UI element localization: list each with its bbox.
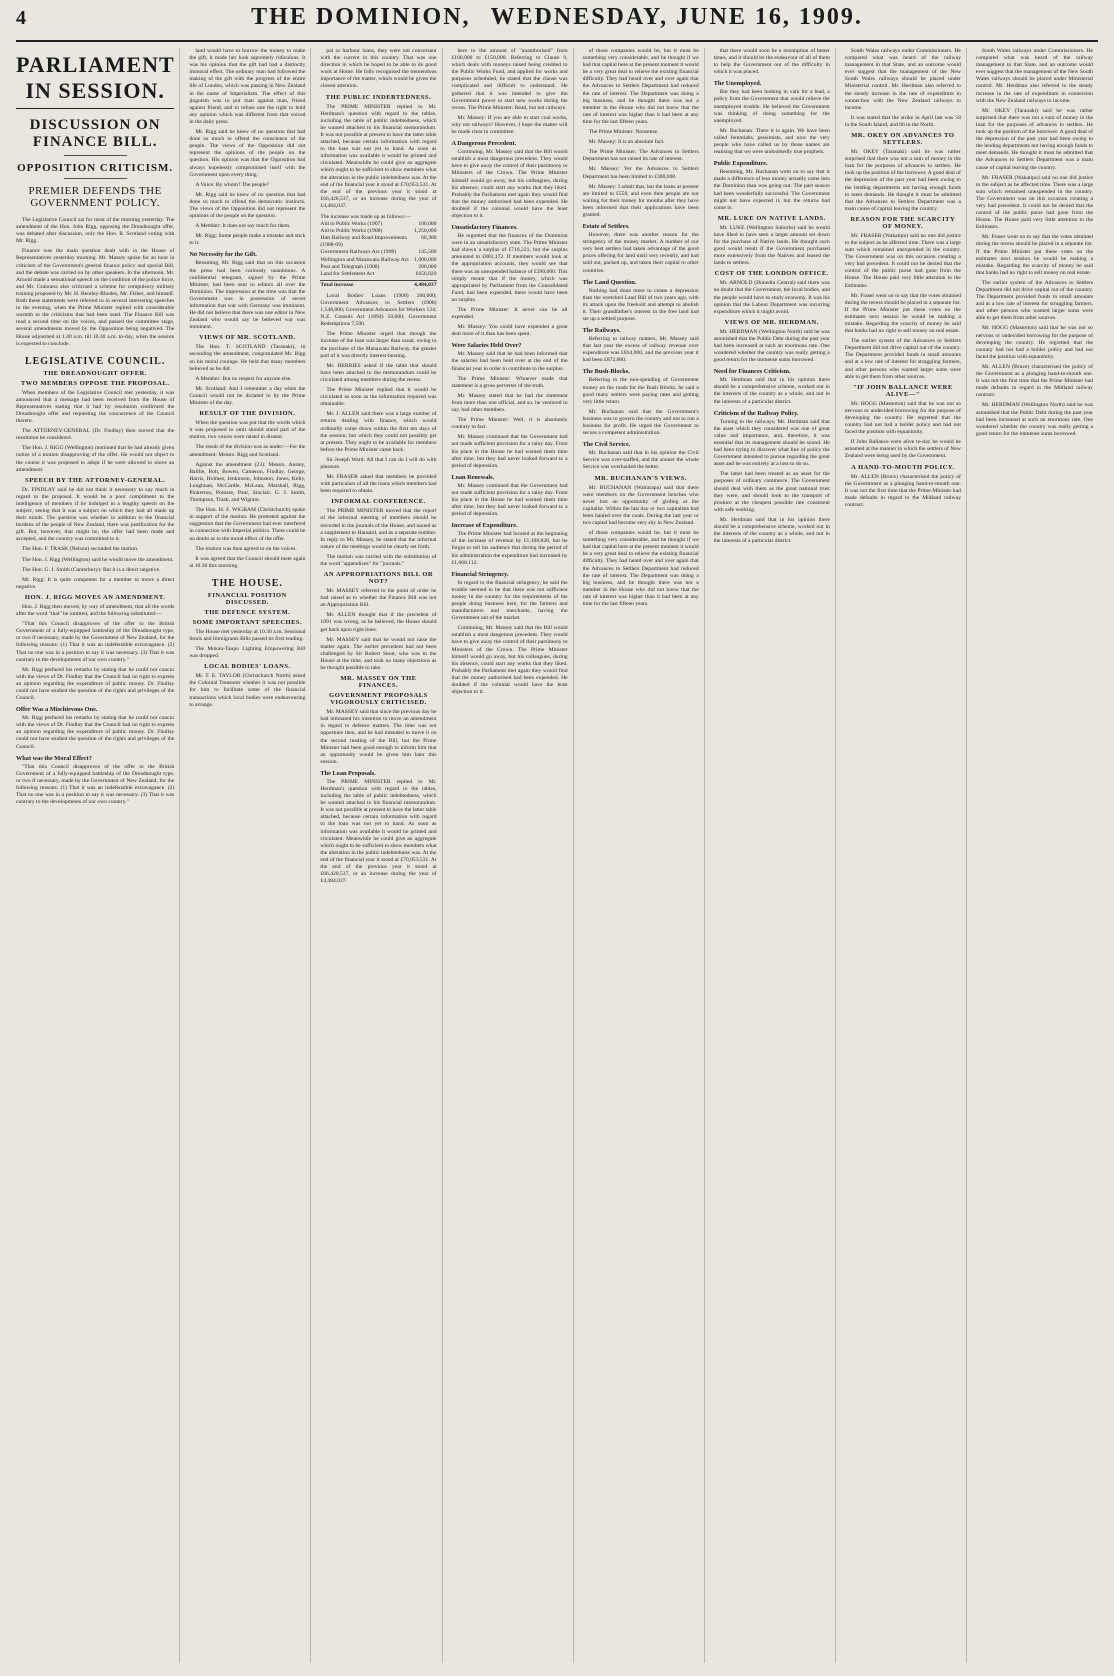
- section-subheading: MR. MASSEY ON THE FINANCES.: [340, 675, 417, 690]
- paragraph: that there would soon be a resumption of better times, and it should be the endeavour of all of them to help the Government out of the difficulty in which it was placed.: [713, 48, 830, 76]
- paragraph: The Prime Minister: Whoever made that statement is a gross perverter of the truth.: [451, 375, 568, 389]
- section-subheading: MR. OKEY ON ADVANCES TO SETTLERS.: [851, 132, 955, 147]
- paragraph: here to the amount of "unauthorised" from £100,000 to £150,000. Referring to Clause 9, which deals with moneys raised being credited to the Public Works Fund, and applied for works and purposes scheduled, he stated that the clause was complicated and difficult to understand. He gathered that it was intended to give the Government power to start new works during the recess. The Prime Minister: Read, but not railways.: [451, 48, 568, 111]
- table-title: The increase was made up as follows:—: [320, 213, 411, 220]
- paragraph: The PRIME MINISTER replied to Mr. Herdman's question with regard to the tables, including the table of public indebtedness, which he wanted attached to his financial memorandum. It was not possible at present to have the latter table attached, because certain information with regard to the loan was not yet to hand. As soon as information was available it would be printed and circulated. Meanwhile he could give an aggregate which ought to be sufficient to show members what the alteration in the public indebtedness was. At the end of the financial year it stood at £70,953,531. At the end of the previous year it stood at £66,420,537, or an increase during the year of £4,484,037.: [320, 778, 437, 885]
- run-in-heading: The Loan Proposals.: [320, 769, 376, 777]
- paragraph: Mr. Rigg said he knew of no question that had done so much to offend the democratic instincts. The views of the Opposition did not represent the opinions of the people on the question.: [189, 191, 306, 220]
- paragraph: Continuing, Mr. Massey said that the Bill would establish a most dangerous precedent. They would have to give away the control of their parsimony to Ministers of the Crown. The Prime Minister himself would go away, but his colleagues, during his absence, could start any works that they liked. Probably the Parliament met again they would find that the money authorised had been expended. He doubted if the colonial would have the least objection to it.: [451, 149, 568, 219]
- paragraph: The earlier system of the Advances to Settlers Department did not drive capital out of the country. The Department provided funds in small amounts and at a low rate of interest for struggling farmers, and other persons who wanted larger sums were able to get them from other sources.: [844, 338, 961, 380]
- section-subheading: RESULT OF THE DIVISION.: [199, 410, 296, 418]
- paragraph: Finance was the main question dealt with in the House of Representatives yesterday morning. Mr. Massey spoke for an hour in criticism of the Government's general finance policy and special Bill, and the debate was carried on by other speakers. In the afternoon, Mr. Arnold made a sensational speech on the condition of the police force, and Mr. Guinness also criticised a scheme for compulsory military training proposed by Mr. H. Bentley-Rhodes, Mr. Fisher, and himself. Both these statements were referred to in several interesting speeches in the evening, when the Prime Minister replied with considerable warmth to the criticisms that had been used. The Finance Bill was read a second time on the voices, and passed the committee stage, several amendments moved by the Opposition being negatived. The House adjourned at 1.40 a.m. till 10.30 a.m. to-day, when the session is expected to conclude.: [16, 248, 175, 347]
- paragraph: The Prime Minister: Well, it is absolutely contrary to fact.: [451, 417, 568, 431]
- paragraph: When members of the Legislative Council met yesterday, it was announced that a message had been received from the House of Representatives stating that it had by resolution confirmed the Dreadnought offer and requesting the concurrence of the Council thereto.: [16, 389, 175, 425]
- paragraph: Mr. Massey continued that the Government had not made sufficient provision for a rainy day. From his place in the House he had warned them time after time, but they had never looked forward to a period of depression.: [451, 434, 568, 469]
- paragraph: Mr. FRASER asked that members be provided with particulars of all the loans which members had been required to obtain.: [320, 474, 437, 495]
- paragraph: A Member: But no respect for anyone else.: [195, 375, 292, 382]
- section-subheading: COST OF THE LONDON OFFICE.: [714, 270, 829, 278]
- section-subheading: VIEWS OF MR. SCOTLAND.: [199, 334, 296, 342]
- paragraph: Mr. MASSEY said that since the previous day he had intimated his intention to move an amendment in regard to defence matters. The time was not opportune then, and he had intended to move it on the second reading of the Bill, but the Prime Minister had been good enough to inform him that an opportunity would be given him later this session.: [320, 709, 437, 765]
- paper-name: THE DOMINION,: [251, 4, 471, 30]
- paragraph: Mr. HERDMAN (Wellington North) said he was astonished that the Public Debt during the past year had been increased at such an enormous rate. One wondered whether the country was really getting a good return for the immense sums borrowed.: [713, 328, 830, 364]
- paragraph: The Prime Minister: Nonsense.: [588, 129, 659, 136]
- section-subheading: MR. LUKE ON NATIVE LANDS.: [717, 214, 826, 222]
- paragraph: The Prime Minister: It never can be all expended.: [451, 307, 568, 321]
- paragraph: South Wales railways under Commissioners. He compared what was heard of the railway management in that State, and an outcome would ever suggest that the management of the New South Wales railways should be placed under Ministerial control. Mr. Herdman also referred to the steady increase in the rate of expenditure in connection with the New Zealand railways to income.: [844, 48, 961, 111]
- paragraph: Turning to the railways, Mr. Herdman said that the asset which they considered was one of great value and importance, and, therefore, it was essential that its management should be sound. He had been trying to discover what line of policy the Government intended to pursue regarding the great asset and he was entirely at a loss to do so.: [713, 418, 830, 468]
- paragraph: Mr. Fraser went on to say that the votes obtained during the recess should be placed in a separate list. If the Prime Minister put these votes on the estimates next session he would be making a mistake. Regarding the scarcity of money he said that banks had no right to sell money on real estate.: [975, 234, 1093, 276]
- section-subheading: THE DREADNOUGHT OFFER.: [43, 369, 147, 377]
- paragraph: He regretted that the finances of the Dominion were in an unsatisfactory state. The Prime Minister had shown a surplus of £716,221, but the surplus amounted to £881,172. If members would look at the appropriation accounts, they would see that there was an unexpended balance of £390,000. This simply meant that if the money, which was appropriated by Parliament from the Consolidated Fund, had been expended, there would have been no surplus.: [451, 233, 568, 303]
- paragraph: of those companies would be, but it must be something very considerable, and he thought if we had that capital here at the present moment it would be a very great deal to relieve the existing financial difficulty. They had heard over and over again that the Advances to Settlers Department had reduced the rate of interest. The Department was doing a big business, and he thought there was not a member in the House who did not know that the rate of interest was higher than it had been at any time for the last fifteen years.: [582, 48, 699, 125]
- paragraph: Referring to the non-spending of Government money on the roads for the Bush Blocks, he said a good many settlers were paying rates and getting very little return.: [582, 377, 699, 405]
- paragraph: Mr. Herdman said that in his opinion there should be a comprehensive scheme, worked out in the interests of the country as a whole, and not in the interests of a particular district.: [713, 516, 830, 545]
- run-in-heading: The Unemployed.: [713, 80, 762, 88]
- section-subheading: REASON FOR THE SCARCITY OF MONEY.: [850, 215, 956, 230]
- column-8: [976, 48, 1098, 1663]
- run-in-heading: Financial Stringency.: [451, 570, 509, 578]
- paragraph: Against the amendment (23): Messrs. Anstey, Baillie, Bolt, Bowen, Cameron, Findlay, George, Harris, Holmes, Jenkinson, Johnston, Jones, Kelly, Loughnan, McCardle, McLean, Marshall, Rigg, Pinkerton, Pomare, Paul, Sinclair, G. J. Smith, Thompson, Trask, and Wigram.: [189, 461, 306, 504]
- run-in-heading: The Land Question.: [582, 278, 637, 286]
- section-subheading: HON. J. RIGG MOVES AN AMENDMENT.: [24, 593, 166, 601]
- paragraph: The Hon. F. TRASK (Nelson) seconded the motion.: [22, 546, 139, 553]
- paragraph: Mr. ALLEN (Bruce) characterised the policy of the Government as a plunging hand-to-mouth one. It was not the first time that the Prime Minister had made defaults in regard to the Midland railway contract.: [844, 473, 961, 508]
- table-row: Aid to Public Works (1907) 100,000: [320, 221, 437, 228]
- paragraph: The motion was carried with the substitution of the word "appendices" for "journals.": [320, 553, 437, 567]
- section-subheading: LOCAL BODIES' LOANS.: [204, 663, 291, 671]
- section-subheading: FINANCIAL POSITION DISCUSSED.: [207, 591, 287, 606]
- run-in-heading: A Dangerous Precedent.: [451, 140, 517, 148]
- column-4: [452, 48, 574, 1663]
- paragraph: The Hon. J. Rigg (Wellington) said he would move the amendment.: [22, 556, 174, 563]
- paragraph: The Hon. J. RIGG (Wellington) motioned that he had already given notice of a motion disapproving of the offer. He would not object to the course it was proposed to adopt if he were allowed to move an amendment.: [16, 445, 175, 473]
- paragraph: However, there was another reason for the stringency of the money market. A number of our very best settlers had taken advantage of the good prices offering for land until very recently, and had sold out, packed up, and taken their capital to other countries.: [582, 232, 699, 274]
- run-in-heading: Offer Was a Mischievous One.: [16, 706, 98, 714]
- paragraph: Continuing, Mr. Massey said that the Bill would establish a most dangerous precedent. They would have to give away the control of their parsimony to Ministers of the Crown. The Prime Minister himself would go away, but his colleagues, during his absence, could start any works that they liked. Probably the Parliament met again they would find that the money authorised had been expended. He doubted if the colonial would have the least objection to it.: [451, 625, 568, 696]
- paragraph: The Prime Minister replied that it would be circulated as soon as the information required was obtainable.: [320, 387, 437, 408]
- run-in-heading: The Railways.: [582, 327, 621, 335]
- run-in-heading: No Necessity for the Gift.: [189, 251, 257, 259]
- paragraph: Sir Joseph Ward: All that I can do I will do with pleasure.: [320, 456, 437, 470]
- table-row: Government Railways Act (1908) 145,500: [320, 249, 437, 256]
- paragraph: South Wales railways under Commissioners. He compared what was heard of the railway management in that State, and an outcome would ever suggest that the management of the New South Wales railways should be placed under Ministerial control. Mr. Herdman also referred to the steady increase in the rate of expenditure in connection with the New Zealand railways to income.: [975, 48, 1093, 104]
- run-in-heading: Criticism of the Railway Policy.: [713, 409, 799, 417]
- paragraph: Mr. Rigg prefaced his remarks by stating that he could not concur with the views of Dr. Findlay that the Council had no right to express an opinion regarding the expenditure of public money. Dr. Findlay could not have studied the question of the rights and privileges of the Council.: [16, 715, 175, 750]
- paragraph: A Voice: By whom? The people?: [195, 181, 270, 188]
- sub-headline-premier: PREMIER DEFENDS THE GOVERNMENT POLICY.: [28, 185, 162, 209]
- section-subheading: GOVERNMENT PROPOSALS VIGOROUSLY CRITICISED.: [329, 692, 428, 707]
- section-subheading: SPEECH BY THE ATTORNEY-GENERAL.: [25, 476, 166, 484]
- paragraph: The motion was then agreed to on the voices.: [195, 545, 297, 552]
- paragraph: The Mokau-Taupo Lighting Empowering Bill was dropped.: [189, 646, 306, 660]
- column-7: [845, 48, 967, 1663]
- paragraph: Mr. ALLEN thought that if the precedent of 1891 was wrong, as he believed, the House should get back upon right lines.: [320, 612, 437, 633]
- sub-headline-opposition: OPPOSITION CRITICISM.: [17, 162, 174, 174]
- paragraph: Mr. Scotland: And I remember a day when the Council would not be dictated to by the Prime Minister of the day.: [189, 385, 306, 407]
- run-in-heading: Loan Renewals.: [451, 473, 495, 481]
- paragraph: Mr. ALLEN (Bruce) characterised the policy of the Government as a plunging hand-to-mouth one. It was not the first time that the Prime Minister had made defaults in regard to the Midland railway contract.: [975, 363, 1093, 399]
- table-row: Post and Telegraph (1908) 200,000: [320, 263, 437, 270]
- paragraph: Mr. Buchanan said that the Government's business was to govern the country and not to run a business for profit. He urged the Government to secure a competent administration.: [582, 408, 699, 437]
- paragraph: Mr. Fraser went on to say that the votes obtained during the recess should be placed in a separate list. If the Prime Minister put these votes on the estimates next session he would be making a mistake. Regarding the scarcity of money he said that banks had no right to sell money on real estate.: [844, 292, 961, 335]
- paragraph: Mr. Buchanan: There it is again. We have been called Jeremiahs, pessimists, and now the very people who have called us by those names are realising that we were undoubtedly true prophets.: [713, 127, 830, 156]
- paragraph: The Hon. H. F. WIGRAM (Christchurch) spoke in support of the motion. He protested against the suggestion that the Government had ever interfered in connection with Imperial politics. There could be no doubt as to the moral effect of the offer.: [189, 507, 306, 542]
- section-subheading: TWO MEMBERS OPPOSE THE PROPOSAL.: [20, 379, 170, 387]
- main-headline: PARLIAMENT IN SESSION.: [16, 52, 174, 109]
- run-in-heading: What was the Moral Effect?: [16, 754, 92, 762]
- paragraph: The PRIME MINISTER replied to Mr. Herdman's question with regard to the tables, including the table of public indebtedness, which he wanted attached to his financial memorandum. It was not possible at present to have the latter table attached, because certain information with regard to the loan was not yet to hand. As soon as information was available it would be printed and circulated. Meanwhile he could give an aggregate which ought to be sufficient to show members what the alteration in the public indebtedness was. At the end of the financial year it stood at £70,953,531. At the end of the previous year it stood at £66,420,537, or an increase during the year of £4,484,037.: [320, 103, 437, 209]
- paragraph: Mr. HOGG (Masterton) said that he was not so nervous or undecided borrowing for the purpose of developing the country. He regretted that the country had not had a bolder policy and had not faced the position with equanimity.: [975, 325, 1093, 360]
- column-3: [320, 48, 442, 1663]
- paragraph: Mr. OKEY (Taranaki) said he was rather surprised that there was not a sum of money in the loan for the purposes of advances to settlers. He took up the position of the borrower. A good deal of the depression of the past year had been owing to the lending departments not having enough funds to meet demands. He thought it must be admitted that the Advances to Settlers Department was a main cause of capital leaving the country.: [975, 107, 1093, 171]
- paragraph: Mr. T. E. TAYLOR (Christchurch North) asked the Colonial Treasurer whether it was not possible for him to facilitate some of the financial transactions which local bodies were endeavouring to arrange.: [189, 673, 306, 708]
- section-subheading: A HAND-TO-MOUTH POLICY.: [851, 463, 955, 471]
- paragraph: Mr. OKEY (Taranaki) said he was rather surprised that there was not a sum of money in the loan for the purposes of advances to settlers. He took up the position of the borrower. A good deal of the depression of the past year had been owing to the lending departments not having enough funds to meet demands. He thought it must be admitted that the Advances to Settlers Department was a main cause of capital leaving the country.: [844, 149, 961, 212]
- paragraph: Dr. FINDLAY said he did not think it necessary to say much in regard to the proposal. It would be a poor compliment to the intelligence of members if he indulged in a lengthy speech on the subject, seeing that it was a subject on which they had all made up their minds. The question was whether in addition to the financial burdens of the people of New Zealand, there was justification for the gift. But, however, that might be, the offer had been made and accepted, and the country was committed to it.: [16, 486, 175, 543]
- table-row: Aid to Public Works (1908) 1,250,000: [320, 228, 437, 235]
- page-number: 4: [16, 7, 26, 29]
- paragraph: Mr. Rigg: It is quite competent for a member to move a direct negative.: [16, 576, 175, 590]
- paragraph: The latter had been treated as an asset for the purposes of ordinary commerce. The Government should deal with them as the great national trust they were, and should look to the transport of produce at the cheapest possible rate consistent with safe working.: [713, 471, 830, 513]
- column-1: [16, 48, 180, 1663]
- divider: [64, 178, 127, 179]
- run-in-heading: Public Expenditure.: [713, 160, 768, 168]
- paragraph: Mr. Massey stated that he had the statement from more than one official, and so, he ventured to say, had other members.: [451, 392, 568, 414]
- paragraph: The Prime Minister: The Advances to Settlers Department has not raised its rate of interest.: [582, 149, 699, 163]
- paragraph: The Hon. G. J. Smith (Canterbury): But it is a direct negative.: [22, 566, 161, 573]
- paragraph: When the question was put that the words which it was proposed to omit should stand part of the motion, two voices were raised in dissent.: [189, 420, 306, 441]
- paragraph: In regard to the financial stringency, he said the trouble seemed to be that there was not sufficient money in the country for the requirements of the people doing business here, for the farmers and manufacturers and merchants, having the Government out of the market.: [451, 579, 568, 622]
- paragraph: Local Bodies' Loans (1908) 260,000; Government Advances to Settlers (1908) 1,548,800; Government Advances for Workers 124; N.Z. Consols Act (1894) 50,000; Government Redemptions 7,500.: [320, 292, 437, 328]
- paragraph: land would have to borrow the money to make the gift, it made her look supremely ridiculous. It was his opinion that the gift had had a distinctly immoral effect. The ordinary man had followed the making of the gift with the progress of the entire life of London, which was passing in New Zealand in the name of Imperialism. The effect of this jingoism was to put man against man, friend against friend, and to refuse one the right to hold any opinion which was different from that voiced in the daily press.: [189, 48, 306, 125]
- paragraph: Referring to railway matters, Mr. Massey said that last year the excess of railway revenue over expenditure was £814,000, and the previous year it had been £872,000.: [582, 336, 699, 364]
- masthead-title: [56, 4, 1058, 31]
- section-subheading: INFORMAL CONFERENCE.: [331, 498, 426, 506]
- paragraph: Mr. Herdman said that in his opinion there should be a comprehensive scheme, worked out in the interests of the country as a whole, and not in the interests of a particular district.: [713, 377, 830, 405]
- divider: [64, 155, 127, 156]
- paragraph: pal or harbour loans, they were not conversant with the current in this country. That was one direction in which he hoped to be able to do good work at Home. He fully recognised the tremendous importance of the matter, which would be given the closest attention.: [320, 48, 437, 90]
- paragraph: The PRIME MINISTER moved that the report of the informal meeting of members should be recorded in the journals of the House, and issued as a supplement to Hansard, and as a separate number. In reply to Mr. Massey, he stated that the informal nature of the meetings would be clearly set forth.: [320, 508, 437, 550]
- paragraph: The earlier system of the Advances to Settlers Department did not drive capital out of the country. The Department provided funds in small amounts and at a low rate of interest for struggling farmers, and other persons who wanted larger sums were able to get them from other sources.: [975, 279, 1093, 322]
- paragraph: The Legislative Council sat for most of the morning yesterday. The amendment of the Hon. John Rigg, opposing the Dreadnought offer, was debated after discussion, only the Hon. R. Scotland voting with Mr. Rigg.: [16, 217, 175, 245]
- paragraph: But they had been looking in vain for a lead, a policy from the Government that would relieve the unemployed trouble. He believed the Government was thinking of doing something for the unemployed.: [713, 89, 830, 124]
- table-total: Total increase 4,484,037: [320, 281, 437, 288]
- paragraph: The Prime Minister urged that though the increase of the loan was larger than usual, owing to the purchase of the Manawatu Railway, the greater part of it was directly interest-bearing.: [320, 331, 437, 359]
- paragraph: "That this Council disapproves of the offer to the British Government of a fully-equipped battleship of the Dreadnought type, or two if necessary, made by the Government of New Zealand, for the following reasons: (1) That it was an indefensible extravagance. (2) That no one was in a position to say it was necessary. (3) That it was contrary to the developments of our own country.": [16, 763, 175, 806]
- paragraph: Mr. Massey said that he had been informed that the salaries had been held over at the end of the financial year in order to contribute to the surplus.: [451, 351, 568, 372]
- paragraph: The Hon. T. SCOTLAND (Taranaki), in seconding the amendment, congratulated Mr. Rigg on his moral courage. He held that many members believed as he did.: [189, 344, 306, 372]
- masthead: [16, 0, 1098, 42]
- paragraph: Resuming, Mr. Buchanan went on to say that it made a difference of less money actually came into the Dominion than was going out. The past season had been wonderfully successful. The Government might not have expected it, but the returns had come in.: [713, 169, 830, 211]
- paragraph: Mr. Massey continued that the Government had not made sufficient provision for a rainy day. From his place in the House he had warned them time after time, but they had never looked forward to a period of depression.: [451, 482, 568, 518]
- column-2: [189, 48, 311, 1663]
- paragraph: Mr. HERDMAN (Wellington North) said he was astonished that the Public Debt during the past year had been increased at such an enormous rate. One wondered whether the country was really getting a good return for the immense sums borrowed.: [975, 402, 1093, 437]
- paragraph: It was stated that the strike in April last was 58 in the South Island, and 66 in the North.: [844, 114, 961, 128]
- paragraph: Mr. MASSEY referred to the point of order he had raised as to whether the Finance Bill was not an Appropriation Bill.: [320, 588, 437, 609]
- paragraph: Mr. Massey: You could have expended a great deal more of it than has been spent.: [451, 324, 568, 338]
- paragraph: Mr. HOGG (Masterton) said that he was not so nervous or undecided borrowing for the purpose of developing the country. He regretted that the country had not had a bolder policy and had not faced the position with equanimity.: [844, 400, 961, 436]
- sub-headline-finance-bill: DISCUSSION ON FINANCE BILL.: [29, 117, 161, 150]
- section-subheading: AN APPROPRIATIONS BILL OR NOT?: [323, 571, 434, 586]
- run-in-heading: Were Salaries Held Over?: [451, 342, 522, 350]
- paragraph: Mr. MASSEY said that he would not raise the matter again. The earlier precedent had not been challenged by Sir Robert Stout, who was in the House at the time, and took no many objections as he thought possible to take.: [320, 636, 437, 672]
- article-columns: [16, 48, 1098, 1663]
- run-in-heading: The Bush-Blocks.: [582, 368, 630, 376]
- paragraph: Mr. FRASER (Wakatipu) said no one did justice to the subject as he affected time. There was a large sum which remained unexpended in the country. The Government was on this occasion creating a very bad precedent. It could not be denied that the control of the public purse had gone from the House. The House paid very little attention to the Estimates.: [844, 232, 961, 289]
- run-in-heading: Need for Finances Criticism.: [713, 368, 791, 376]
- paragraph: Mr. Massey: I admit that, but the loans at present are limited to £550, and even then people are not waiting for their money for months after they have been informed that their applications have been granted.: [582, 183, 699, 218]
- paragraph: Mr. FRASER (Wakatipu) said no one did justice to the subject as he affected time. There was a large sum which remained unexpended in the country. The Government was on this occasion creating a very bad precedent. It could not be denied that the control of the public purse had gone from the House. The House paid very little attention to the Estimates.: [975, 174, 1093, 231]
- issue-date: WEDNESDAY, JUNE 16, 1909.: [490, 4, 863, 30]
- paragraph: The Prime Minister had located at the beginning of the increase of revenue by £1,108,828, but he forgot to tell his audience that during the period of his administration the expenditure had increased by £1,068,112.: [451, 531, 568, 566]
- run-in-heading: The Civil Service.: [582, 441, 631, 449]
- paragraph: Mr. Massey: It is an absolute fact.: [588, 139, 665, 146]
- table-row: Hutt Railway and Road Improvements (1908-09) 60,300: [320, 235, 437, 249]
- section-subheading: VIEWS OF MR. HERDMAN.: [724, 318, 819, 326]
- paragraph: Mr. HERRIES asked if the table that should have been attached to the memorandum could be circulated among members during the recess.: [320, 362, 437, 383]
- paragraph: Mr. Massey: If you are able to start coal works, why not railways? However, I hope the matter will be made clear in committee.: [451, 114, 568, 136]
- paragraph: "That this Council disapproves of the offer to the British Government of a fully-equipped battleship of the Dreadnought type, or two if necessary, made by the Government of New Zealand, for the following reasons: (1) That it was an indefensible extravagance. (2) That no one was in a position to say it was necessary. (3) That it was contrary to the developments of our own country.": [16, 621, 175, 663]
- section-subheading: THE PUBLIC INDEBTEDNESS.: [325, 93, 432, 101]
- loan-increase-table: [320, 214, 436, 289]
- paragraph: The House met yesterday at 10.30 a.m. Sessional Stock and Immigrants Bills passed its first reading.: [189, 628, 306, 642]
- table-row: Wellington and Manawatu Railway Act 1,000,000: [320, 256, 437, 263]
- paragraph: Mr. ARNOLD (Dunedin Central) said there was no doubt that the Government, the local bodies, and the people would have to study economy. It was his opinion that the Labour Department was incurring expenditure which it might avoid.: [713, 280, 830, 315]
- paragraph: Mr. Buchanan said that in his opinion the Civil Service was over-staffed, and the sooner the whole Service was overhauled the better.: [582, 450, 699, 471]
- paragraph: Mr. Rigg said he knew of no question that had done so much to offend the conscience of the people. The views of the Opposition did not represent the opinions of the people on the question. His opinion was that the Opposition had always hopelessly compromised itself with the Government upon every thing.: [189, 129, 306, 178]
- paragraph: Resuming, Mr. Rigg said that on this occasion the press had been curiously unanimous. A confidential telegram, signed by the Prime Minister, had been sent to editors all over the Dominion. The impression at the time was that the Government was in possession of secret information that war with Germany was imminent. He did not believe that there was one editor in New Zealand who would say he believed war was imminent.: [189, 260, 306, 331]
- paragraph: Mr. J. ALLEN said there was a large number of returns dealing with finance, which would ordinarily come down within the first ten days of the session; but which they could not possibly get at present. They ought to be available for members before the Prime Minister came back.: [320, 411, 437, 453]
- column-6: [714, 48, 836, 1663]
- section-subheading: "IF JOHN BALLANCE WERE ALIVE—": [853, 383, 953, 398]
- column-5: [583, 48, 705, 1663]
- paragraph: Hon. J. Rigg then moved, by way of amendment, that all the words after the word "that" be omitted, and the following substituted:—: [16, 603, 175, 618]
- paragraph: of those companies would be, but it must be something very considerable, and he thought if we had that capital here at the present moment it would be a very great deal to relieve the existing financial difficulty. They had heard over and over again that the Advances to Settlers Department had reduced the rate of interest. The Department was doing a big business, and he thought there was not a member in the House who did not know that the rate of interest was higher than it had been at any time for the last fifteen years.: [582, 530, 699, 607]
- section-subheading: SOME IMPORTANT SPEECHES.: [192, 618, 303, 626]
- paragraph: Mr. Massey: Yet the Advances to Settlers Department has been limited to £300,000.: [582, 166, 699, 180]
- paragraph: Mr. BUCHANAN (Wairarapa) said that there were members on the Government benches who never lost an opportunity of girding at the capitalist. Within the last day or two capitalists had been hauled over the coals. During the last year or two capital had become very shy in New Zealand.: [582, 484, 699, 526]
- run-in-heading: Increase of Expenditure.: [451, 522, 518, 530]
- paragraph: Mr. LUKE (Wellington Suburbs) said he would have liked to have seen a larger amount set down for the purchase of Native lands. He thought such good would result if the Government purchased more extensively from the Natives and leased the lands to settlers.: [713, 224, 830, 267]
- section-heading-the-house: THE HOUSE.: [211, 577, 283, 589]
- section-heading-legislative-council: LEGISLATIVE COUNCIL.: [24, 355, 166, 367]
- paragraph: The result of the division was as under:—For the amendment: Messrs. Rigg and Scotland.: [189, 444, 306, 458]
- run-in-heading: Unsatisfactory Finances.: [451, 224, 518, 232]
- table-row: Land for Settlement Act £656,020: [320, 270, 437, 277]
- paragraph: If John Ballance were alive to-day he would be ashamed at the manner in which the settlers of New Zealand were being used by the Government.: [844, 439, 961, 460]
- paragraph: Nothing had done more to create a depression than the wretched Land Bill of two years ago, with its attack upon the freehold and attempt to abolish it. Their grandfather's interest in the free land had set up a settled purpose.: [582, 287, 699, 322]
- paragraph: The ATTORNEY-GENERAL (Dr. Findlay) then moved that the resolution be considered.: [16, 428, 175, 442]
- section-subheading: MR. BUCHANAN'S VIEWS.: [594, 474, 687, 482]
- paragraph: It was agreed that the Council should meet again at 10.30 this morning.: [189, 555, 306, 569]
- paragraph: Mr. Rigg: Some people make a mistake and stick to it.: [189, 233, 306, 247]
- run-in-heading: Estate of Settlers.: [582, 223, 630, 231]
- paragraph: Mr. Rigg prefaced his remarks by stating that he could not concur with the views of Dr. Findlay that the Council had no right to express an opinion regarding the expenditure of public money. Dr. Findlay could not have studied the question of the rights and privileges of the Council.: [16, 666, 175, 702]
- section-subheading: THE DEFENCE SYSTEM.: [204, 608, 291, 616]
- paragraph: A Member: It does not say much for them.: [195, 223, 291, 230]
